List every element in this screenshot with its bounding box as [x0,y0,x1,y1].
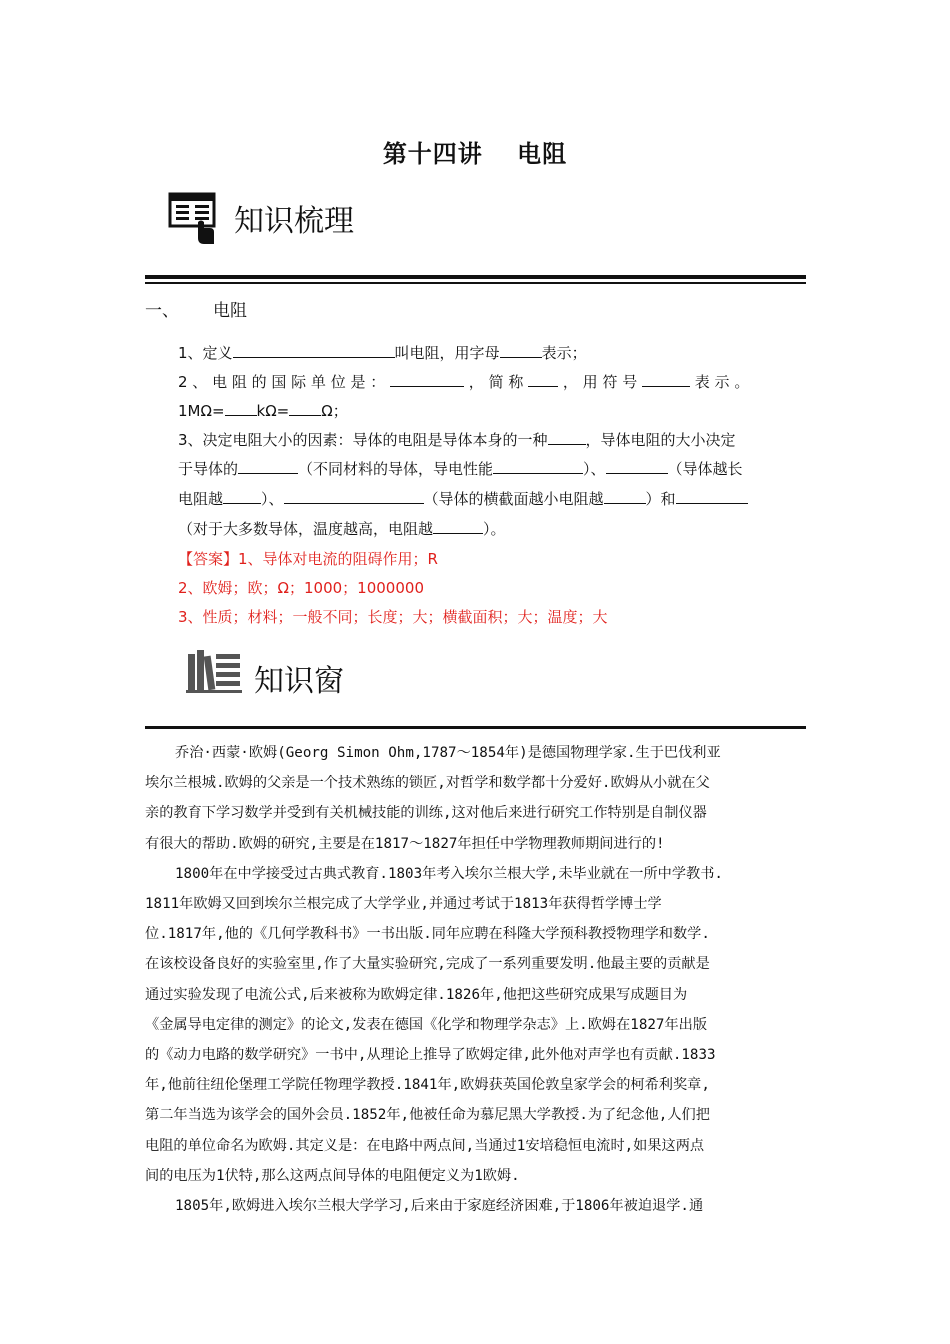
heading-text: 知识梳理 [234,204,354,239]
article-line: 通过实验发现了电流公式,后来被称为欧姆定律.1826年,他把这些研究成果写成题目为 [145,986,688,1003]
section-title: 电阻 [213,301,247,321]
question-line: 3、决定电阻大小的因素：导体的电阻是导体本身的一种 ，导体电阻的大小决定 [178,431,736,449]
divider [145,275,806,279]
divider [145,726,806,729]
answer-tag: 【答案】 [178,550,239,568]
article-line: 第二年当选为该学会的国外会员.1852年,他被任命为慕尼黑大学教授.为了纪念他,人们把 [145,1107,710,1124]
article-line: 电阻的单位命名为欧姆.其定义是：在电路中两点间,当通过1安培稳恒电流时,如果这两点 [145,1137,705,1154]
article-line: 1811年欧姆又回到埃尔兰根完成了大学学业,并通过考试于1813年获得哲学博士学 [145,896,662,912]
answer-line: 【答案】1、导体对电流的阻碍作用；R [178,550,438,568]
page-title: 第十四讲 电阻 [382,140,568,168]
question-line: 电阻越 ）、 （导体的横截面越小电阻越 ）和 [178,488,748,509]
answer-line: 2、欧姆；欧；Ω；1000；1000000 [178,579,424,597]
article-line: 在该校设备良好的实验室里,作了大量实验研究,完成了一系列重要发明.他最主要的贡献是 [145,956,710,973]
divider [145,282,806,284]
heading-text: 知识窗 [254,664,344,699]
article-line: 1800年在中学接受过古典式教育.1803年考入埃尔兰根大学,未毕业就在一所中学教书. [175,865,723,882]
article-line: 有很大的帮助.欧姆的研究,主要是在1817～1827年担任中学物理教师期间进行的! [145,835,665,852]
article-line: 位.1817年,他的《几何学教科书》一书出版.同年应聘在科隆大学预科教授物理学和数学. [145,926,710,943]
question-line: 1、定义 叫电阻，用字母 表示； [178,344,587,362]
article-line: 埃尔兰根城.欧姆的父亲是一个技术熟练的锁匠,对哲学和数学都十分爱好.欧姆从小就在父 [145,775,710,792]
article-line: 1805年,欧姆进入埃尔兰根大学学习,后来由于家庭经济困难,于1806年被迫退学.通 [175,1198,704,1214]
section-heading [145,296,247,321]
question-line: 于导体的 （不同材料的导体，导电性能 ）、 （导体越长 [178,460,743,478]
books-icon [186,648,242,694]
section-number: 一、 [145,301,179,321]
article-line: 亲的教育下学习数学并受到有关机械技能的训练,这对他后来进行研究工作特别是自制仪器 [145,805,707,822]
article-line: 的《动力电路的数学研究》一书中,从理论上推导了欧姆定律,此外他对声学也有贡献.1833 [145,1047,716,1063]
article-line: 年,他前往纽伦堡理工学院任物理学教授.1841年,欧姆获英国伦敦皇家学会的柯希利奖章, [145,1077,710,1094]
article-line: 《金属导电定律的测定》的论文,发表在德国《化学和物理学杂志》上.欧姆在1827年出版 [145,1016,708,1033]
answer-line: 3、性质；材料；一般不同；长度；大；横截面积；大；温度；大 [178,608,608,626]
article-line: 乔治·西蒙·欧姆(Georg Simon Ohm,1787～1854年)是德国物理学家.生于巴伐利亚 [175,745,721,761]
question-line: （对于大多数导体，温度越高，电阻越 ）。 [178,520,506,538]
question-line: 2 、 电 阻 的 国 际 单 位 是 ： ， 简 称 ， 用 符 号 表 示 。 [178,373,750,391]
question-line: 1MΩ= kΩ= Ω； [178,402,348,420]
article-line: 间的电压为1伏特,那么这两点间导体的电阻便定义为1欧姆. [145,1167,520,1184]
reading-hand-icon [168,192,220,246]
